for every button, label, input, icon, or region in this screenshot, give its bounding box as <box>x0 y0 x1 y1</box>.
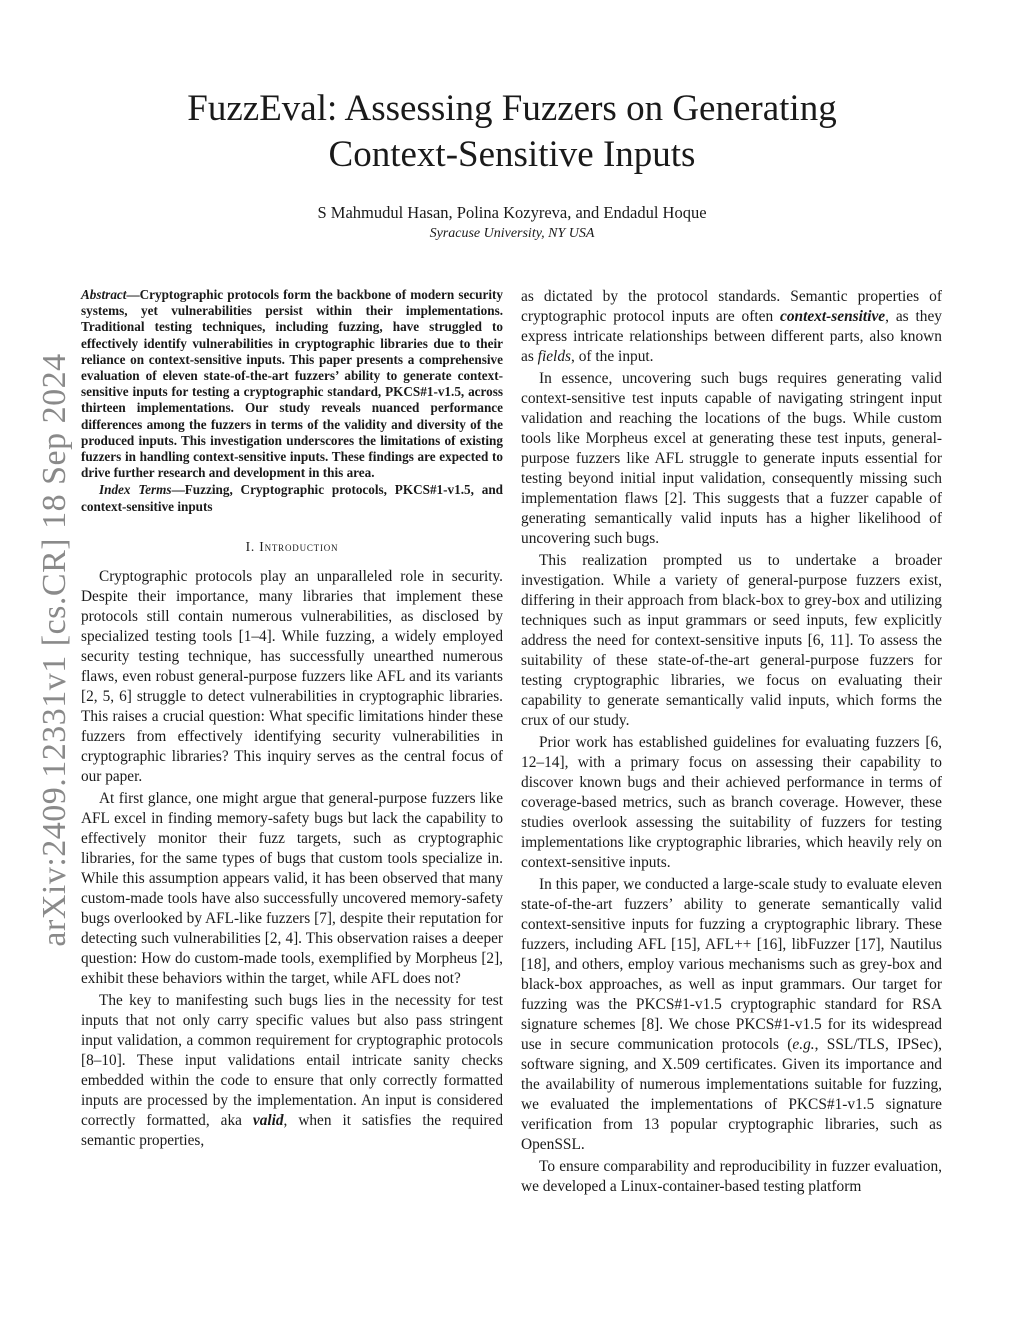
text-run: In this paper, we conducted a large-scale study to evaluate eleven state-of-the-art fuzzers’ ability to generate semantically valid context-sensitive inputs for fuzzing a cryptographic library. These fuzzers, including AFL [15], AFL++ [16], libFuzzer [17], Nautilus [18], and others, employ various mechanisms such as grey-box and black-box approaches, as well as input grammars. Our target for fuzzing was the PKCS#1-v1.5 cryptographic standard for RSA signature schemes [8]. We chose PKCS#1-v1.5 for its widespread use in secure communication protocols ( <box>521 876 942 1053</box>
emphasis-eg: e.g. <box>792 1036 815 1053</box>
index-terms-label: Index Terms <box>99 482 172 498</box>
text-run: , when it satisfies the required semantic properties, <box>81 1111 503 1149</box>
affiliation: Syracuse University, NY USA <box>429 226 595 241</box>
intro-paragraph-7 <box>521 875 942 1155</box>
text-run: , SSL/TLS, IPSec), software signing, and X.509 certificates. Given its importance and the availability of numerous implementations suitable for fuzzing, we evaluated the implementations of PKCS#1-v1.5 signature verification from 13 popular cryptographic libraries, such as OpenSSL. <box>521 1036 942 1153</box>
author-list: S Mahmudul Hasan, Polina Kozyreva, and Endadul Hoque <box>317 203 707 222</box>
title-line-2: Context-Sensitive Inputs <box>328 134 696 175</box>
abstract-text: —Cryptographic protocols form the backbone of modern security systems, yet vulnerabilities persist within their implementations. Traditional testing techniques, including fuzzing, have struggled to effectively identify vulnerabilities in cryptographic libraries due to their reliance on context-sensitive inputs. This paper presents a comprehensive evaluation of eleven state-of-the-art fuzzers’ ability to generate context-sensitive inputs for testing a cryptographic standard, PKCS#1-v1.5, across thirteen implementations. Our study reveals nuanced performance differences among the fuzzers in terms of the validity and diversity of the produced inputs. This investigation underscores the limitations of existing fuzzers in handling context-sensitive inputs. These findings are expected to drive further research and development in this area. <box>81 287 503 481</box>
intro-paragraph-1: Cryptographic protocols play an unparalleled role in security. Despite their importance, many libraries that implement these protocols still contain numerous vulnerabilities, as disclosed by specialized testing tools [1–4]. While fuzzing, a widely employed security testing technique, has successfully unearthed numerous flaws, even robust general-purpose fuzzers like AFL and its variants [2, 5, 6] struggle to detect vulnerabilities in cryptographic libraries. This raises a crucial question: What specific limitations hinder these fuzzers from effectively identifying security vulnerabilities in cryptographic libraries? This inquiry serves as the central focus of our paper. <box>81 567 503 785</box>
text-run: , of the input. <box>571 348 654 365</box>
section-heading-introduction: I. Introduction <box>245 538 339 554</box>
index-terms <box>81 482 503 514</box>
text-run: The key to manifesting such bugs lies in the necessity for test inputs that not only carry specific values but also pass stringent input validation, a common requirement for cryptographic protocols [8–10]. These input validations entail intricate sanity checks embedded within the code to ensure that only correctly formatted inputs are processed by the implementation. An input is considered correctly formatted, aka <box>81 991 503 1129</box>
left-column <box>81 287 503 1153</box>
index-terms-text: —Fuzzing, Cryptographic protocols, PKCS#1-v1.5, and context-sensitive inputs <box>81 482 503 514</box>
abstract <box>81 287 503 481</box>
intro-paragraph-5: This realization prompted us to undertake a broader investigation. While a variety of general-purpose fuzzers exist, differing in their approach from black-box to grey-box and utilizing techniques such as input grammars or seed inputs, few explicitly address the need for context-sensitive inputs [6, 11]. To assess the suitability of these state-of-the-art general-purpose fuzzers for testing cryptographic libraries, we focus on evaluating their capability to generate semantically valid inputs, which forms the crux of our study. <box>521 552 942 729</box>
title-line-1: FuzzEval: Assessing Fuzzers on Generating <box>187 88 837 129</box>
intro-paragraph-3-continued <box>521 287 942 367</box>
text-run: , as they express intricate relationships between different parts, also known as <box>521 308 942 365</box>
intro-paragraph-8: To ensure comparability and reproducibility in fuzzer evaluation, we developed a Linux-container-based testing platform <box>521 1158 942 1195</box>
emphasis-valid: valid <box>252 1111 284 1129</box>
intro-paragraph-6: Prior work has established guidelines for evaluating fuzzers [6, 12–14], with a primary focus on assessing their capability to discover known bugs and their achieved performance in terms of coverage-based metrics, such as branch coverage. However, these studies overlook assessing the suitability of fuzzers for testing implementations like cryptographic libraries, which heavily rely on context-sensitive inputs. <box>521 734 942 871</box>
abstract-label: Abstract <box>81 287 127 302</box>
intro-paragraph-2: At first glance, one might argue that general-purpose fuzzers like AFL excel in finding memory-safety bugs but lack the capability to effectively monitor their fuzz targets, such as cryptographic libraries, for the same types of bugs that custom tools specialize in. While this assumption appears valid, it has been observed that many custom-made tools have also successfully uncovered memory-safety bugs overlooked by AFL-like fuzzers [7], despite their reputation for detecting such vulnerabilities [2, 4]. This observation raises a deeper question: How do custom-made tools, exemplified by Morpheus [2], exhibit these behaviors within the target, while AFL does not? <box>81 789 503 987</box>
text-run: as dictated by the protocol standards. Semantic properties of cryptographic protocol inputs are often <box>521 288 942 325</box>
intro-paragraph-3 <box>81 991 503 1151</box>
emphasis-fields: fields <box>537 348 572 365</box>
right-column <box>521 287 942 1199</box>
paper-title <box>0 86 1024 178</box>
emphasis-context-sensitive: context-sensitive <box>779 308 886 325</box>
intro-paragraph-4: In essence, uncovering such bugs requires generating valid context-sensitive test inputs capable of navigating stringent input validation and reaching the locations of the bugs. While custom tools like Morpheus excel at generating these test inputs, general-purpose fuzzers like AFL struggle to generate inputs essential for testing beyond initial input validation, consequently missing such implementation flaws [2]. This suggests that a fuzzer capable of generating semantically valid inputs has a higher likelihood of uncovering such bugs. <box>521 370 942 547</box>
arxiv-watermark: arXiv:2409.12331v1 [cs.CR] 18 Sep 2024 <box>36 353 73 947</box>
